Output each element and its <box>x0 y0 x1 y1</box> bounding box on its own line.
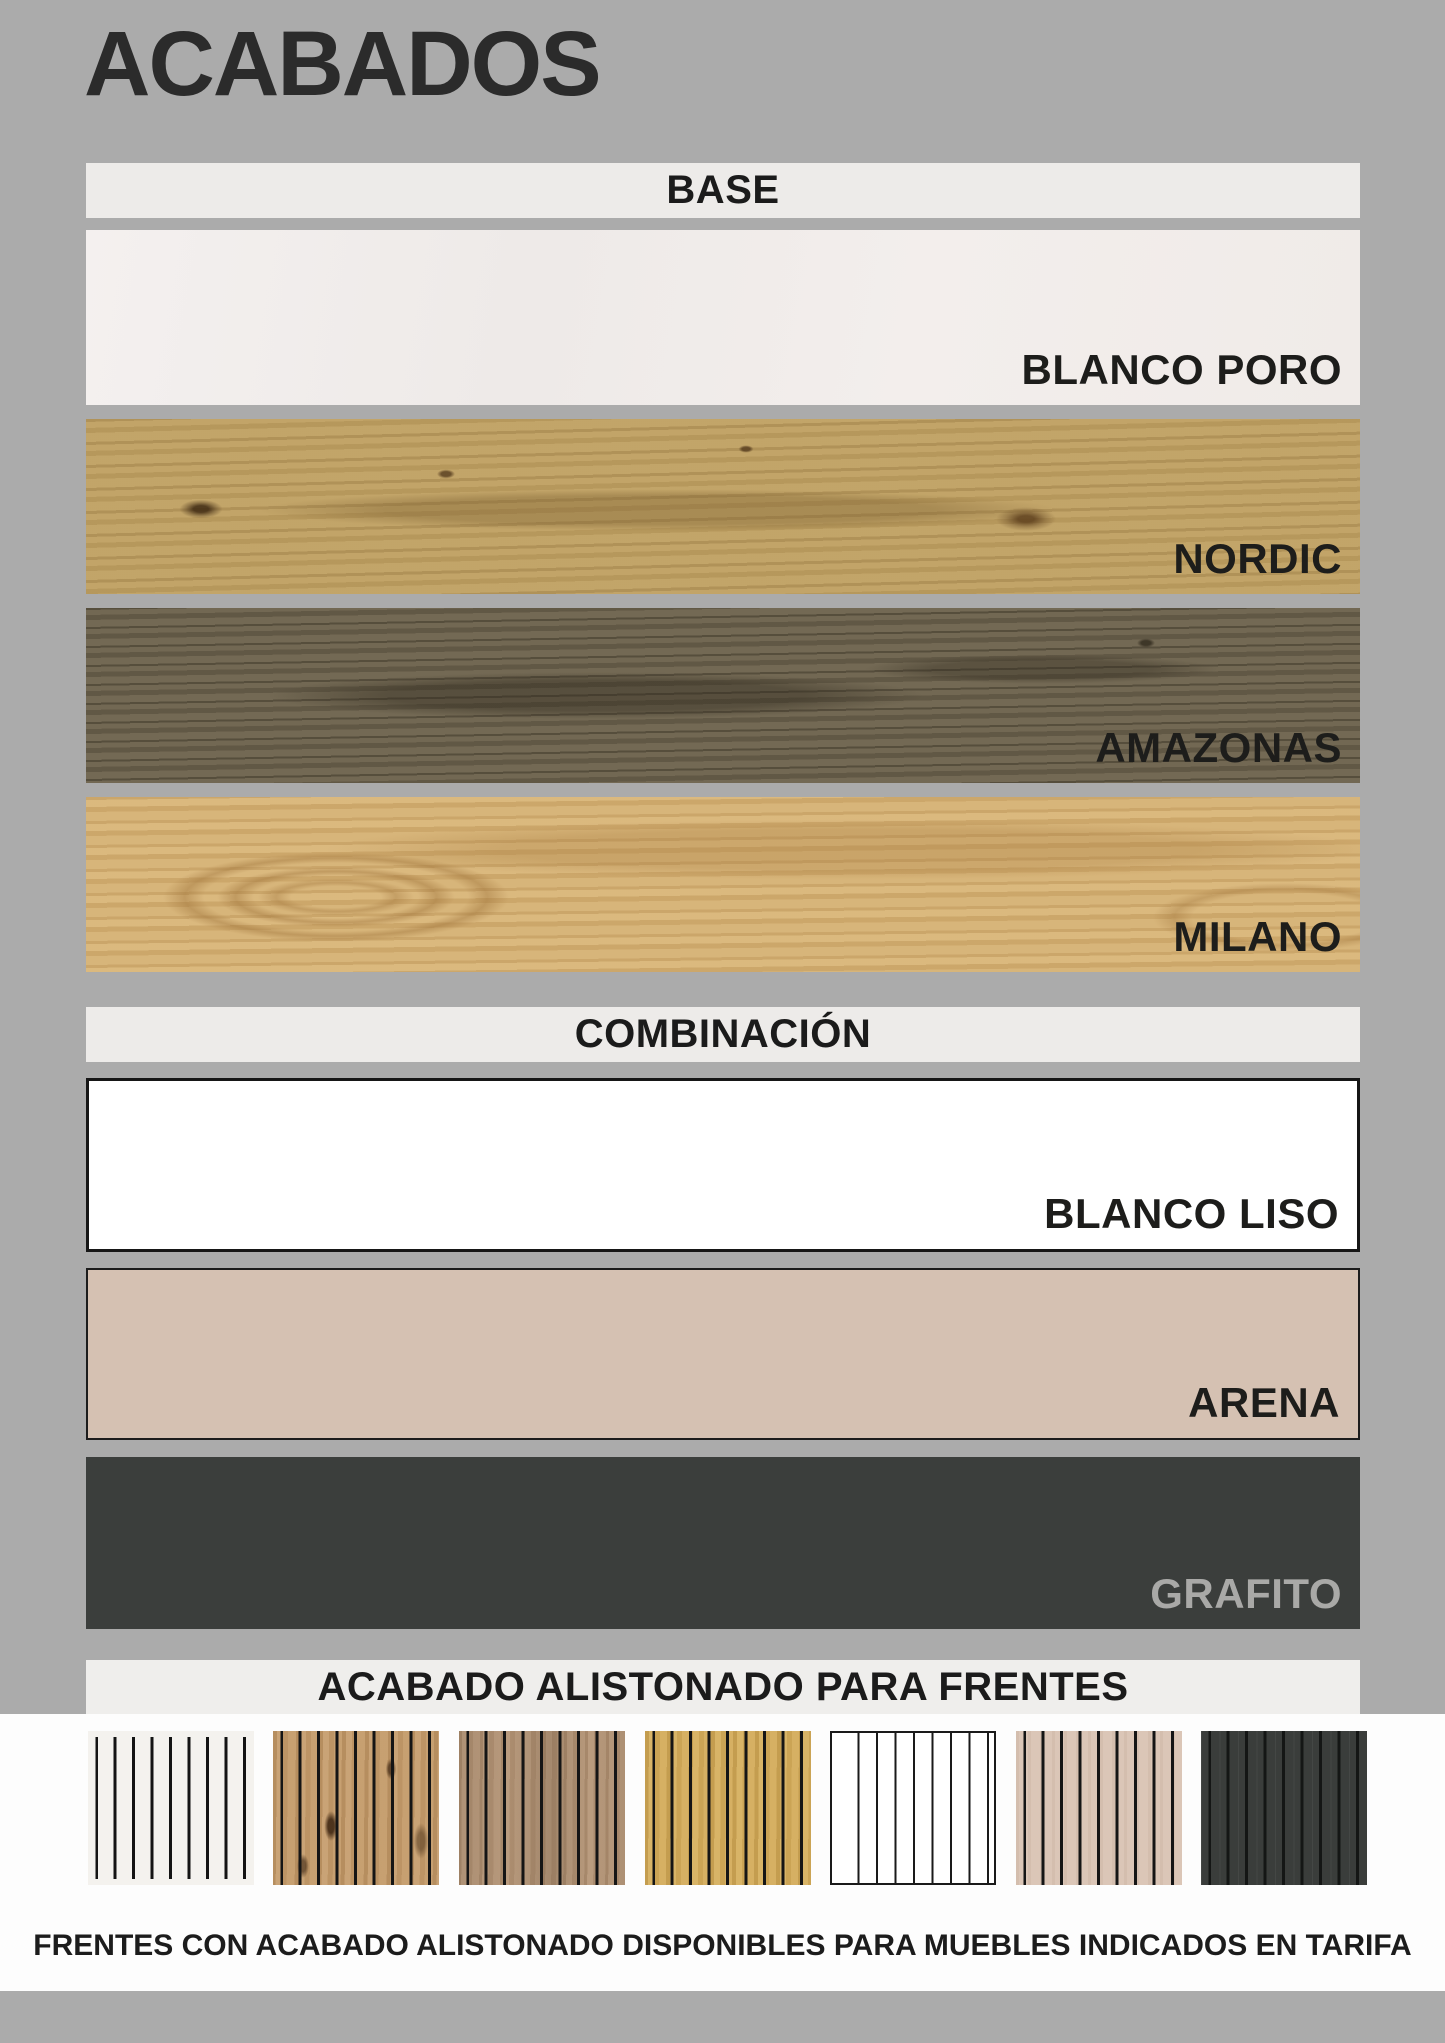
alistonado-samples-band <box>0 1714 1445 1991</box>
swatch-nordic <box>86 419 1360 594</box>
section-header-alistonado <box>86 1660 1360 1715</box>
section-header-base <box>86 163 1360 218</box>
alistonado-sample-arena <box>1016 1731 1182 1885</box>
availability-note: FRENTES CON ACABADO ALISTONADO DISPONIBLES PARA MUEBLES INDICADOS EN TARIFA <box>33 1929 1412 1962</box>
section-header-base-label: BASE <box>666 168 780 212</box>
swatch-label-arena: ARENA <box>1188 1379 1340 1426</box>
section-header-combinacion <box>86 1007 1360 1062</box>
alistonado-sample-grafito <box>1201 1731 1367 1885</box>
swatch-label-amazonas: AMAZONAS <box>1095 724 1342 771</box>
swatch-milano <box>86 797 1360 972</box>
swatch-label-grafito: GRAFITO <box>1150 1570 1342 1617</box>
section-header-combinacion-label: COMBINACIÓN <box>574 1012 872 1056</box>
swatch-amazonas <box>86 608 1360 783</box>
swatch-label-blanco-liso: BLANCO LISO <box>1044 1190 1339 1237</box>
swatch-grafito <box>86 1457 1360 1629</box>
swatch-blanco-liso <box>86 1078 1360 1252</box>
alistonado-sample-amazonas <box>459 1731 625 1885</box>
swatch-blanco-poro <box>86 230 1360 405</box>
alistonado-sample-blanco-liso <box>830 1731 996 1885</box>
swatch-arena <box>86 1268 1360 1440</box>
alistonado-sample-blanco-poro <box>88 1731 254 1885</box>
swatch-label-milano: MILANO <box>1173 913 1342 960</box>
swatch-label-blanco-poro: BLANCO PORO <box>1021 346 1342 393</box>
swatch-label-nordic: NORDIC <box>1173 535 1342 582</box>
alistonado-sample-nordic <box>273 1731 439 1885</box>
page-title: ACABADOS <box>84 13 600 115</box>
alistonado-sample-milano <box>645 1731 811 1885</box>
section-header-alistonado-label: ACABADO ALISTONADO PARA FRENTES <box>317 1665 1129 1709</box>
